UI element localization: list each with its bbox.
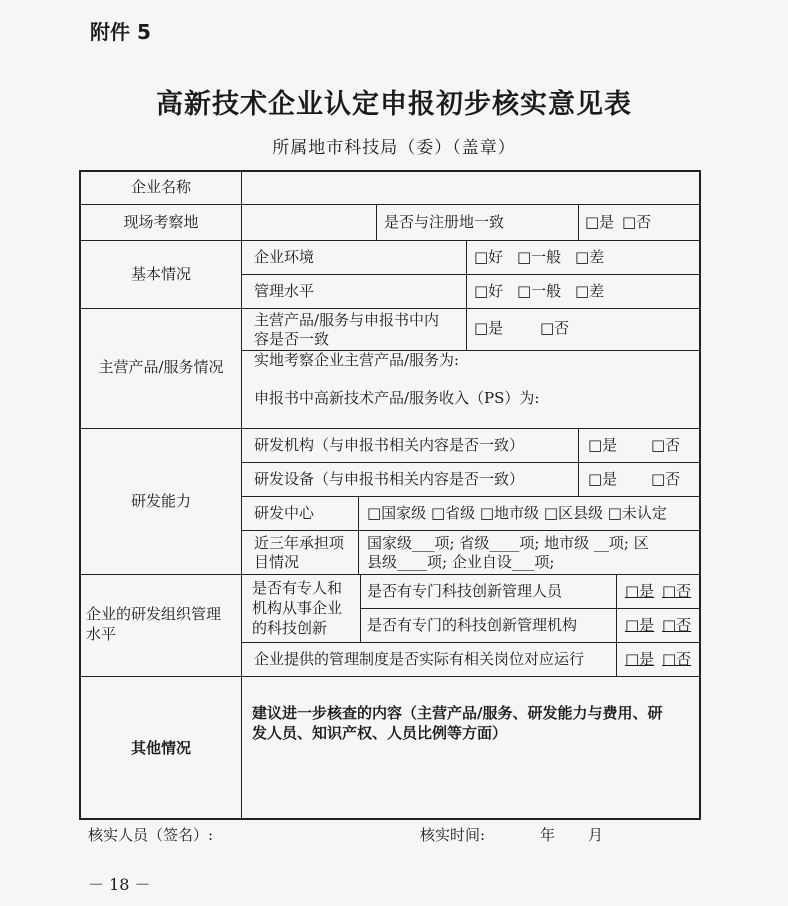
cell-divider xyxy=(241,530,701,531)
env-average-checkbox[interactable]: □一般 xyxy=(517,248,562,266)
cell-divider xyxy=(241,496,701,497)
org-staff-no-checkbox[interactable]: □否 xyxy=(662,582,692,600)
other-label: 其他情况 xyxy=(130,739,191,757)
rd-center-label: 研发中心 xyxy=(254,504,315,522)
org-system-question: 企业提供的管理制度是否实际有相关岗位对应运行 xyxy=(254,650,585,668)
rd-projects-line2[interactable]: 县级____项; 企业自设___项; xyxy=(367,553,555,571)
env-poor-checkbox[interactable]: □差 xyxy=(575,248,605,266)
site-question: 是否与注册地一致 xyxy=(384,213,505,231)
rd-institution-no-checkbox[interactable]: □否 xyxy=(651,436,681,454)
org-staff-yes-checkbox[interactable]: □是 xyxy=(625,582,655,600)
env-good-checkbox[interactable]: □好 xyxy=(474,248,504,266)
row-divider xyxy=(79,204,701,205)
product-question-line2: 容是否一致 xyxy=(254,330,330,348)
product-label: 主营产品/服务情况 xyxy=(98,358,224,376)
mgmt-average-checkbox[interactable]: □一般 xyxy=(517,282,562,300)
table-border-right xyxy=(699,170,701,820)
basic-label: 基本情况 xyxy=(130,265,191,283)
org-staff-question: 是否有专门科技创新管理人员 xyxy=(367,582,563,600)
rd-projects-line1[interactable]: 国家级___项; 省级____项; 地市级 __项; 区 xyxy=(367,534,649,552)
org-institution-question: 是否有专门的科技创新管理机构 xyxy=(367,616,578,634)
site-field[interactable] xyxy=(242,205,376,240)
rd-institution-label: 研发机构（与申报书相关内容是否一致） xyxy=(254,436,525,454)
org-dedicated-line2: 机构从事企业 xyxy=(252,599,343,617)
rd-projects-label-line2: 目情况 xyxy=(254,553,300,571)
org-dedicated-line3: 的科技创新 xyxy=(252,619,328,637)
company-name-field[interactable] xyxy=(242,172,699,204)
rd-equipment-yes-checkbox[interactable]: □是 xyxy=(588,470,618,488)
cell-divider xyxy=(578,428,579,496)
env-label: 企业环境 xyxy=(254,248,315,266)
cell-divider xyxy=(466,308,467,350)
cell-divider xyxy=(616,574,617,676)
org-institution-yes-checkbox[interactable]: □是 xyxy=(625,616,655,634)
org-system-yes-checkbox[interactable]: □是 xyxy=(625,650,655,668)
other-suggest-line1: 建议进一步核查的内容（主营产品/服务、研发能力与费用、研 xyxy=(252,704,663,722)
rd-equipment-no-checkbox[interactable]: □否 xyxy=(651,470,681,488)
table-border-bottom xyxy=(79,818,701,820)
page-title: 高新技术企业认定申报初步核实意见表 xyxy=(156,89,632,120)
org-institution-no-checkbox[interactable]: □否 xyxy=(662,616,692,634)
site-yes-checkbox[interactable]: □是 xyxy=(585,213,615,231)
cell-divider xyxy=(241,462,701,463)
product-yes-checkbox[interactable]: □是 xyxy=(474,319,504,337)
product-observed-label: 实地考察企业主营产品/服务为: xyxy=(254,351,460,369)
mgmt-good-checkbox[interactable]: □好 xyxy=(474,282,504,300)
rd-institution-yes-checkbox[interactable]: □是 xyxy=(588,436,618,454)
cell-divider xyxy=(241,642,701,643)
rd-equipment-label: 研发设备（与申报书相关内容是否一致） xyxy=(254,470,525,488)
page-subtitle: 所属地市科技局（委）（盖章） xyxy=(272,138,516,158)
verify-time-label: 核实时间: xyxy=(420,826,486,844)
attachment-label: 附件 5 xyxy=(90,20,151,44)
product-income-label: 申报书中高新技术产品/服务收入（PS）为: xyxy=(254,389,540,407)
mgmt-label: 管理水平 xyxy=(254,282,315,300)
row-divider xyxy=(79,574,701,575)
rd-center-options[interactable]: □国家级 □省级 □地市级 □区县级 □未认定 xyxy=(367,504,667,522)
label-column-divider xyxy=(241,170,242,820)
other-suggest-line2: 发人员、知识产权、人员比例等方面） xyxy=(252,724,508,742)
site-label: 现场考察地 xyxy=(123,213,199,231)
cell-divider xyxy=(360,608,701,609)
site-no-checkbox[interactable]: □否 xyxy=(622,213,652,231)
cell-divider xyxy=(578,204,579,240)
org-dedicated-line1: 是否有专人和 xyxy=(252,579,343,597)
product-question-line1: 主营产品/服务与申报书中内 xyxy=(254,311,440,329)
other-notes-field[interactable] xyxy=(242,746,699,818)
page-number: － 18 － xyxy=(88,875,151,894)
rd-projects-label-line1: 近三年承担项 xyxy=(254,534,345,552)
month-label: 月 xyxy=(588,826,604,844)
cell-divider xyxy=(466,240,467,308)
year-label: 年 xyxy=(540,826,556,844)
cell-divider xyxy=(241,274,701,275)
product-no-checkbox[interactable]: □否 xyxy=(540,319,570,337)
cell-divider xyxy=(376,204,377,240)
org-system-no-checkbox[interactable]: □否 xyxy=(662,650,692,668)
row-divider xyxy=(79,428,701,429)
rd-label: 研发能力 xyxy=(130,492,191,510)
verifier-signature-label: 核实人员（签名）: xyxy=(88,826,214,844)
row-divider xyxy=(79,676,701,677)
row-divider xyxy=(79,240,701,241)
org-label-line1: 企业的研发组织管理 xyxy=(86,605,222,623)
org-label-line2: 水平 xyxy=(86,625,117,643)
cell-divider xyxy=(358,496,359,574)
company-name-label: 企业名称 xyxy=(130,178,191,196)
mgmt-poor-checkbox[interactable]: □差 xyxy=(575,282,605,300)
